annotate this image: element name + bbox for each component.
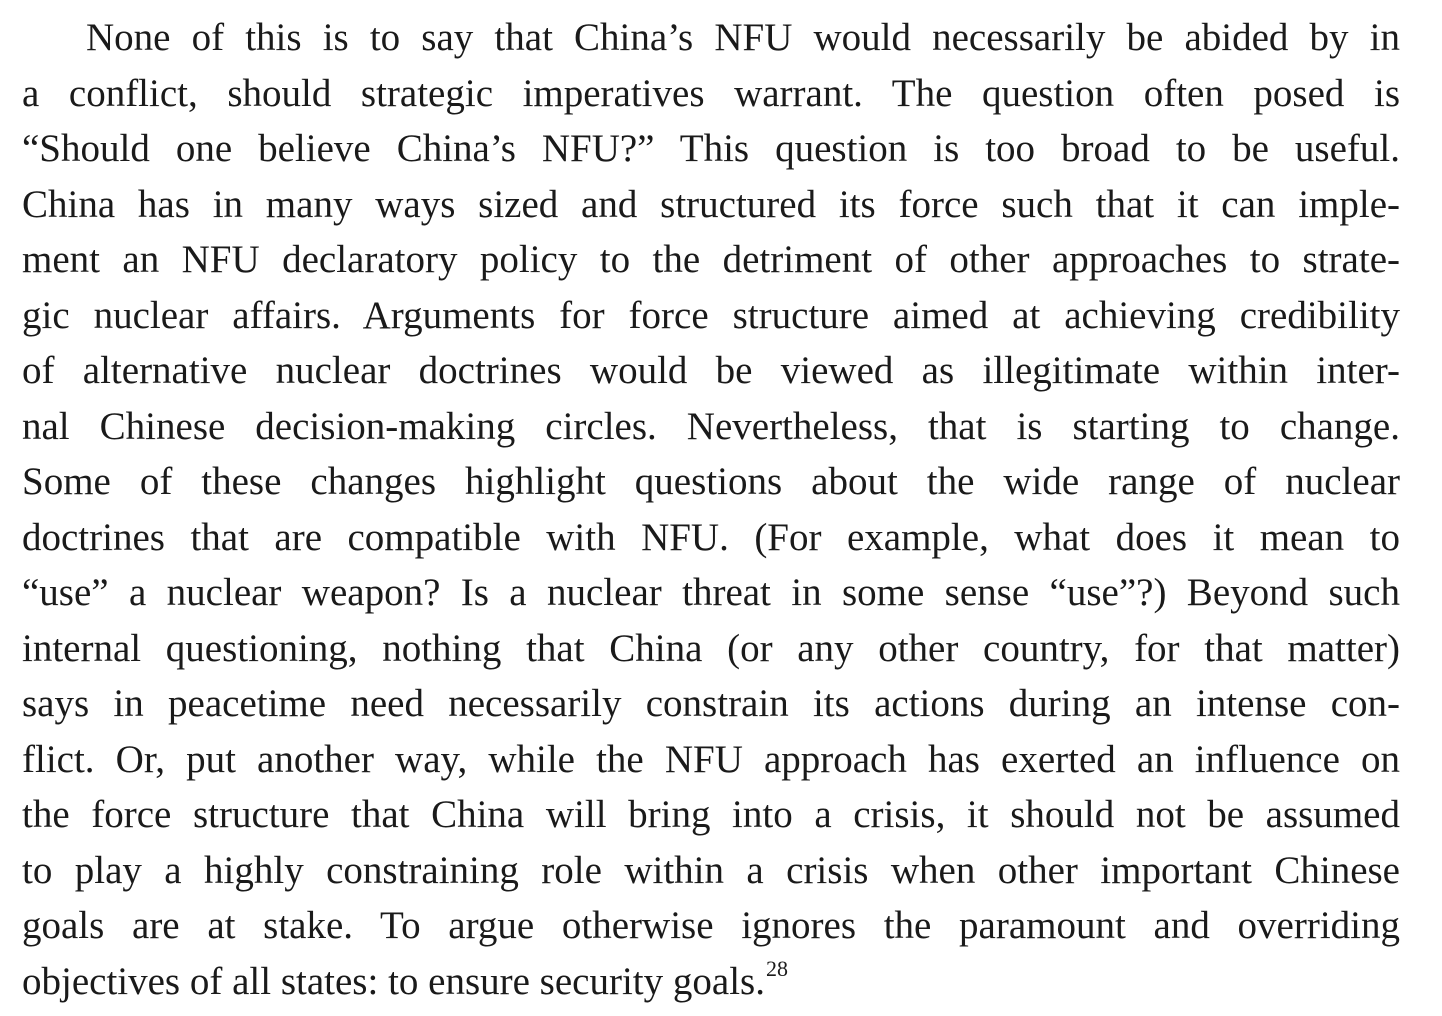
paragraph-line: “use” a nuclear weapon? Is a nuclear threat in some sense “use”?) Beyond such <box>22 571 1400 614</box>
paragraph-line: nal Chinese decision-making circles. Nevertheless, that is starting to change. <box>22 404 1400 448</box>
paragraph-line-text: objectives of all states: to ensure security goals. <box>22 959 765 1003</box>
body-paragraph <box>22 10 1400 1009</box>
paragraph-line: internal questioning, nothing that China (or any other country, for that matter) <box>22 626 1400 670</box>
paragraph-line: goals are at stake. To argue otherwise ignores the paramount and overriding <box>22 904 1400 947</box>
document-page <box>22 10 1400 1009</box>
paragraph-line: None of this is to say that China’s NFU would necessarily be abided by in <box>86 16 1400 59</box>
paragraph-line: flict. Or, put another way, while the NFU approach has exerted an influence on <box>22 737 1400 781</box>
paragraph-line: China has in many ways sized and structured its force such that it can imple- <box>22 182 1400 226</box>
paragraph-line: Some of these changes highlight questions about the wide range of nuclear <box>22 460 1400 503</box>
paragraph-last-line <box>22 954 1400 1010</box>
paragraph-line: the force structure that China will bring into a crisis, it should not be assumed <box>22 793 1400 836</box>
paragraph-line: “Should one believe China’s NFU?” This question is too broad to be useful. <box>22 127 1400 170</box>
paragraph-line: ment an NFU declaratory policy to the detriment of other approaches to strate- <box>22 238 1400 281</box>
paragraph-line: gic nuclear affairs. Arguments for force structure aimed at achieving credibility <box>22 293 1400 337</box>
paragraph-line: doctrines that are compatible with NFU. (For example, what does it mean to <box>22 515 1400 559</box>
paragraph-line: of alternative nuclear doctrines would be viewed as illegitimate within inter- <box>22 349 1400 392</box>
paragraph-line: to play a highly constraining role within a crisis when other important Chinese <box>22 848 1400 892</box>
paragraph-line: a conflict, should strategic imperatives warrant. The question often posed is <box>22 71 1400 115</box>
paragraph-line: says in peacetime need necessarily constrain its actions during an intense con- <box>22 682 1400 725</box>
footnote-reference[interactable]: 28 <box>765 955 788 981</box>
